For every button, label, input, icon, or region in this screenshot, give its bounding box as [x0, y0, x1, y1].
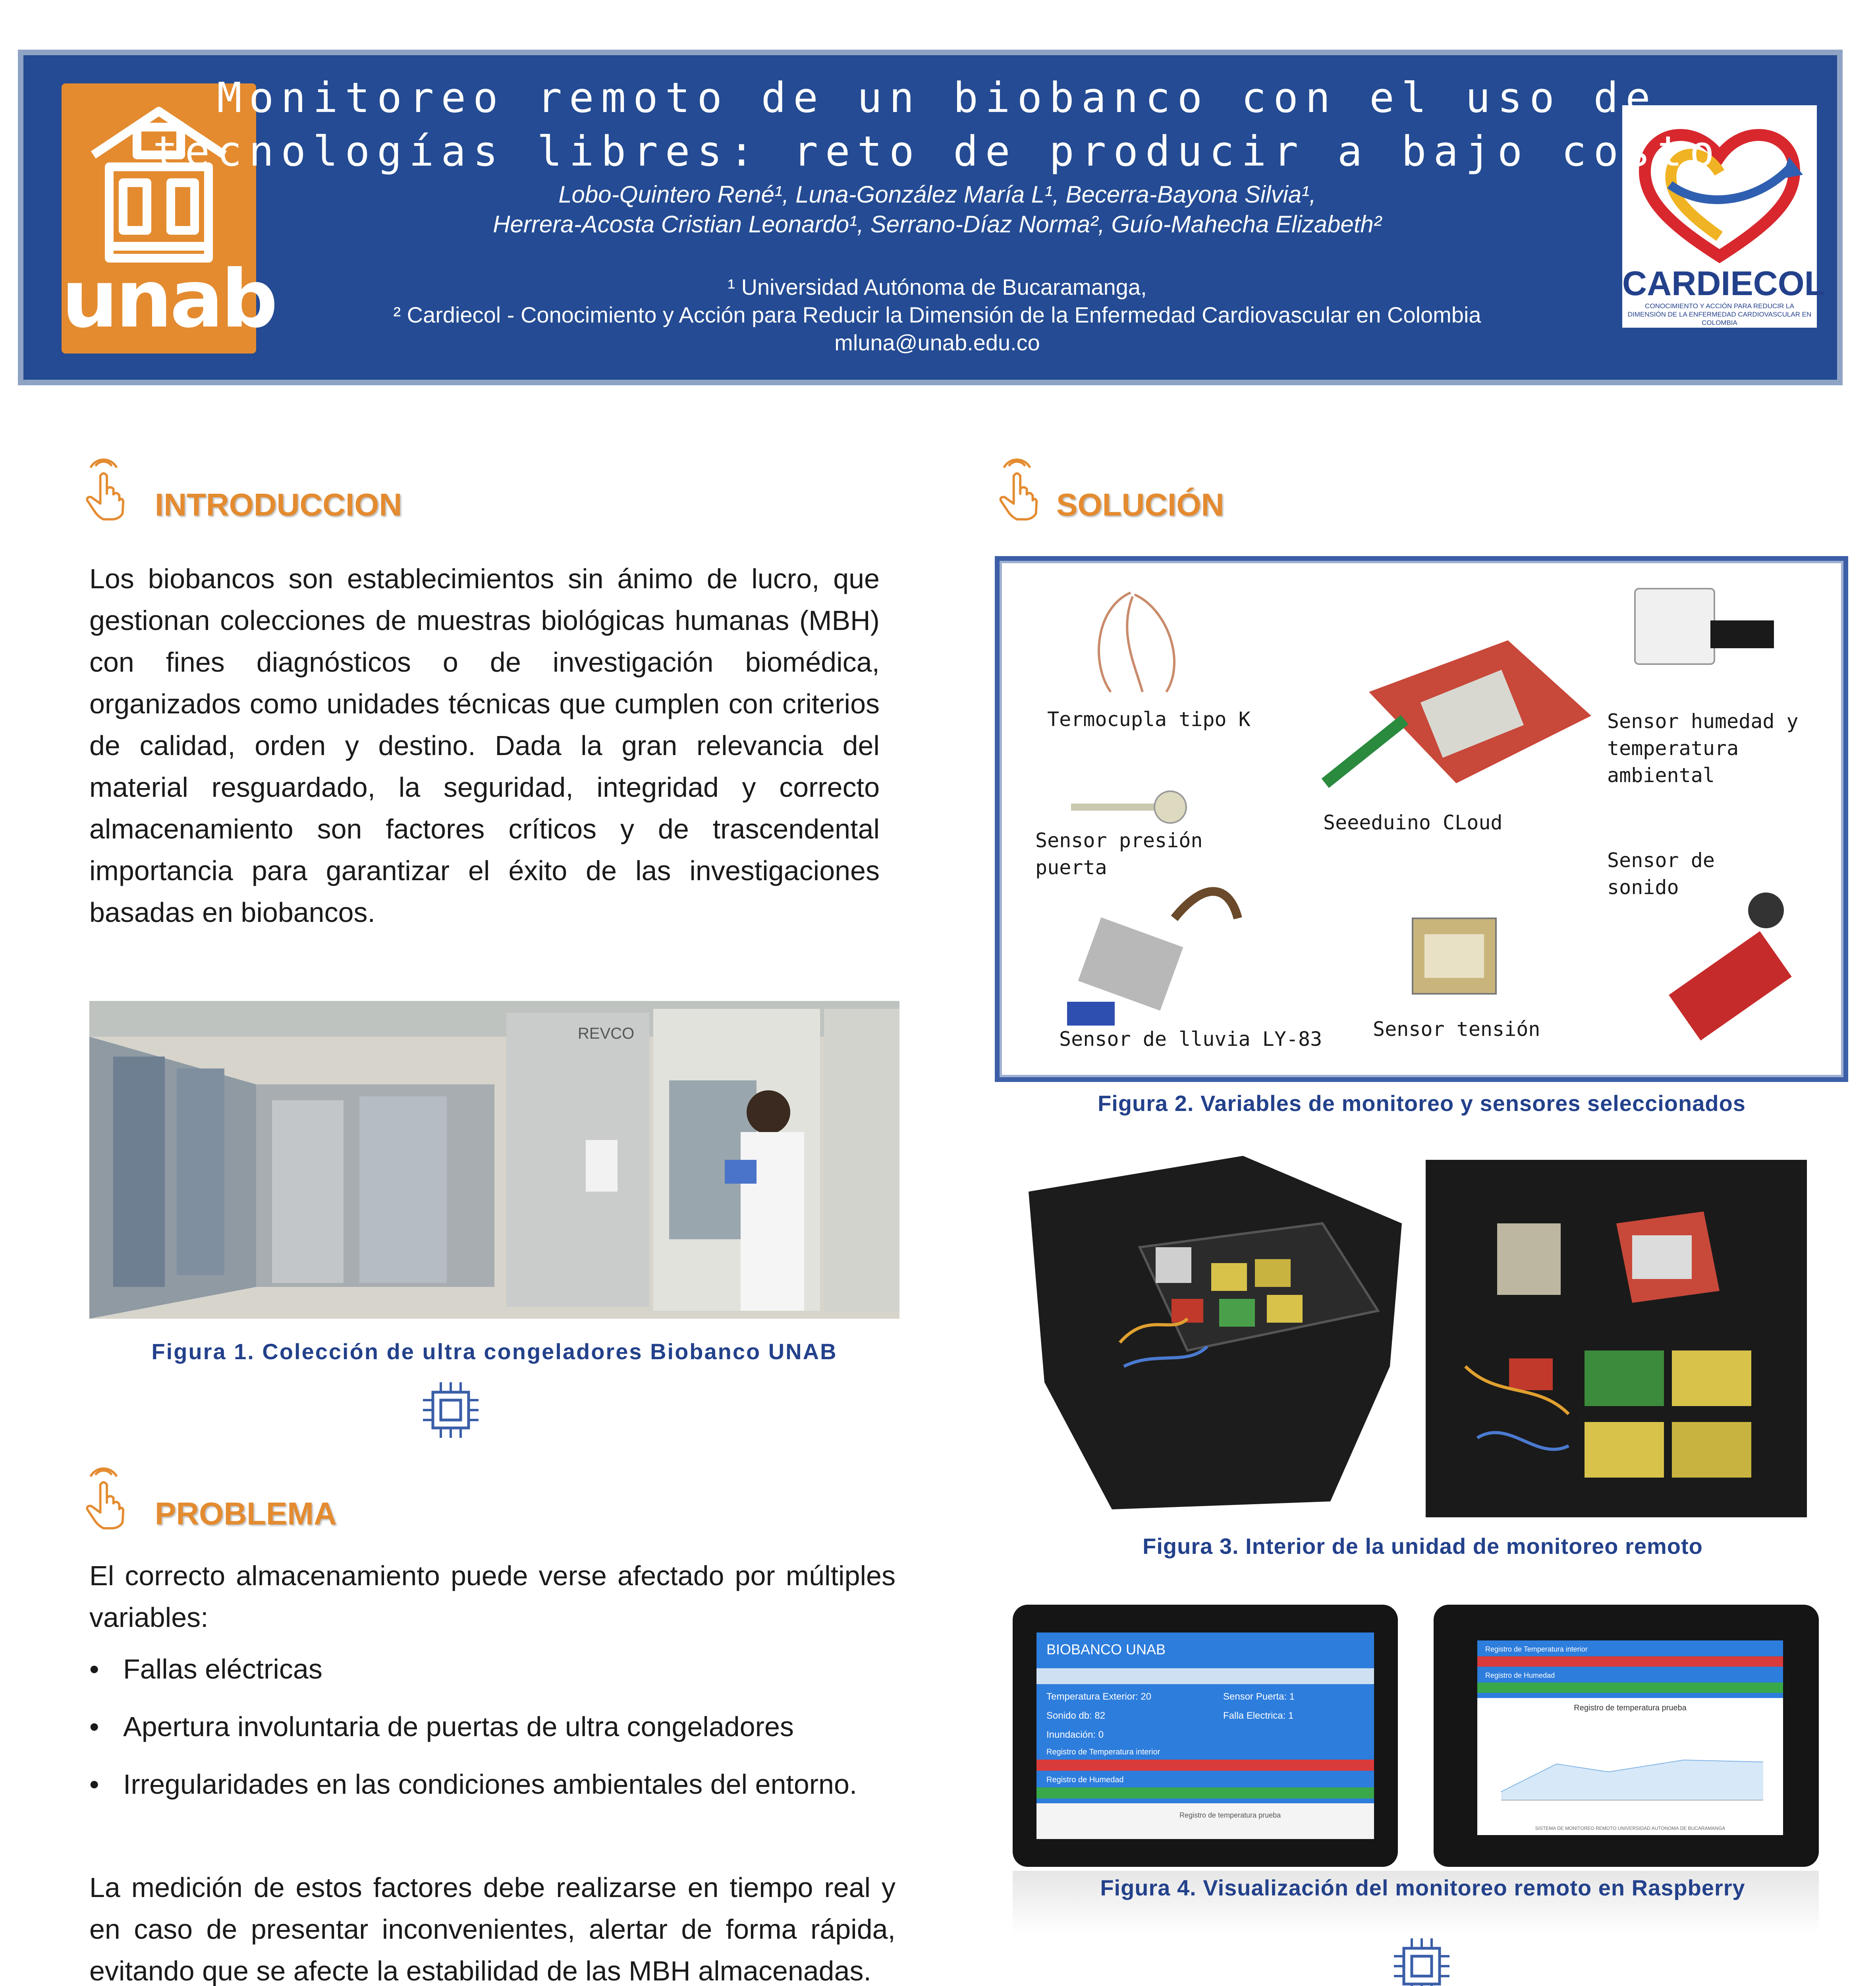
freezer-room-illustration: [89, 1001, 899, 1319]
monitoring-box-open-illustration: [1021, 1144, 1410, 1525]
screen-row: Registro de temperatura prueba: [1179, 1811, 1281, 1819]
hand-pointer-icon: [991, 453, 1046, 528]
problema-p2: La medición de estos factores debe realizarse en tiempo real y en caso de presentar inconvenientes, alertar de forma rápida, evitando que se afecte la estabilidad de las MBH almacenadas.: [89, 1872, 896, 1986]
poster-title-line2: tecnologías libres: reto de producir a bajo costo: [152, 127, 1722, 176]
affiliation-1: ¹ Universidad Autónoma de Bucaramanga,: [728, 274, 1147, 299]
problema-bullet: • Apertura involuntaria de puertas de ultra congeladores: [89, 1706, 896, 1748]
monitoring-box-top-illustration: [1418, 1160, 1815, 1517]
chart-title: Registro de temperatura prueba: [1574, 1704, 1687, 1712]
chip-icon: [419, 1378, 483, 1442]
screen-row: Registro de Temperatura interior: [1046, 1748, 1160, 1756]
figure1-photo: [89, 1001, 899, 1319]
temperature-chart: [1477, 1698, 1783, 1835]
chip-icon: [1390, 1934, 1453, 1986]
problema-bullet: • Fallas eléctricas: [89, 1648, 896, 1690]
solucion-title: SOLUCIÓN: [1056, 487, 1224, 522]
problema-list: [89, 1648, 896, 1805]
screen-row: Temperatura Exterior: 20: [1046, 1691, 1152, 1702]
label-presion: Sensor presión puerta: [1035, 829, 1203, 879]
figure2-caption: Figura 2. Variables de monitoreo y sensores seleccionados: [1098, 1091, 1746, 1116]
status-bar-green: [1036, 1787, 1374, 1799]
unab-logo-text: unab: [62, 253, 276, 346]
screen-row: Registro de Humedad: [1046, 1775, 1124, 1784]
screen-footer: SISTEMA DE MONITOREO REMOTO UNIVERSIDAD AUTONOMA DE BUCARAMANGA: [1535, 1826, 1725, 1831]
tablet-right-screen: [1477, 1640, 1783, 1835]
screen-row: Sensor Puerta: 1: [1223, 1691, 1295, 1702]
label-tension: Sensor tensión: [1373, 1018, 1540, 1041]
screen-row: Falla Electrica: 1: [1223, 1710, 1294, 1721]
screen-row: Registro de Temperatura interior: [1485, 1645, 1588, 1653]
alert-bar-red: [1036, 1760, 1374, 1771]
authors-line2: Herrera-Acosta Cristian Leonardo¹, Serrano-Díaz Norma², Guío-Mahecha Elizabeth²: [493, 211, 1382, 238]
temperature-line: [1477, 1713, 1783, 1812]
screen-row: Sonido db: 82: [1046, 1710, 1106, 1721]
cardiecol-logo-text: CARDIECOL: [1622, 265, 1826, 303]
screen-title: BIOBANCO UNAB: [1046, 1641, 1166, 1658]
screen-row: Inundación: 0: [1046, 1729, 1104, 1740]
authors-line1: Lobo-Quintero René¹, Luna-González María L¹, Becerra-Bayona Silvia¹,: [558, 181, 1316, 208]
figure1-caption: Figura 1. Colección de ultra congeladores Biobanco UNAB: [151, 1339, 838, 1364]
problema-title: PROBLEMA: [155, 1496, 337, 1531]
affiliation-2: ² Cardiecol - Conocimiento y Acción para Reducir la Dimensión de la Enfermedad Cardiovascular en Colombia: [393, 302, 1481, 327]
figure3-caption: Figura 3. Interior de la unidad de monitoreo remoto: [1143, 1534, 1703, 1559]
figure4-caption: Figura 4. Visualización del monitoreo remoto en Raspberry: [1100, 1875, 1745, 1900]
contact-email: mluna@unab.edu.co: [834, 330, 1040, 355]
problema-bullet: • Irregularidades en las condiciones ambientales del entorno.: [89, 1764, 896, 1805]
photo-brand-label: REVCO: [578, 1025, 635, 1042]
screen-row: Registro de Humedad: [1485, 1671, 1555, 1679]
figure3-photo-right: [1418, 1160, 1815, 1517]
intro-text: Los biobancos son establecimientos sin ánimo de lucro, que gestionan colecciones de muestras biológicas humanas (MBH) con fines diagnósticos o de investigación biomédica, organizados como unidades técnicas que cumplen con criterios de calidad, orden y destino. Dada la gran relevancia del material resguardado, la seguridad, integridad y correcto almacenamiento son factores críticos y de trascendental importancia para garantizar el éxito de las investigaciones basadas en biobancos.: [89, 563, 880, 928]
figure2-sensor-panel: [995, 556, 1848, 1082]
cardiecol-logo-subtext: CONOCIMIENTO Y ACCIÓN PARA REDUCIR LA DIMENSIÓN DE LA ENFERMEDAD CARDIOVASCULAR EN COLOMBIA: [1627, 302, 1812, 326]
label-seeeduino: Seeeduino CLoud: [1323, 811, 1503, 834]
label-humedad: Sensor humedad y temperatura ambiental: [1607, 710, 1799, 787]
tablet-left: [1013, 1605, 1398, 1867]
hand-pointer-icon: [77, 1462, 133, 1537]
alert-bar-red: [1477, 1656, 1783, 1667]
intro-title: INTRODUCCION: [155, 487, 402, 522]
figure3-photo-left: [1021, 1144, 1410, 1525]
tablet-right: [1434, 1605, 1819, 1867]
poster-title-line1: Monitoreo remoto de un biobanco con el uso de: [217, 73, 1658, 122]
label-termocupla: Termocupla tipo K: [1047, 708, 1251, 731]
tablet-left-screen: [1036, 1632, 1374, 1839]
problema-intro: El correcto almacenamiento puede verse afectado por múltiples variables:: [89, 1560, 896, 1633]
status-bar-green: [1477, 1683, 1783, 1693]
hand-pointer-icon: [77, 453, 133, 528]
label-lluvia: Sensor de lluvia LY-83: [1059, 1028, 1322, 1051]
label-sonido: Sensor de sonido: [1607, 849, 1715, 899]
